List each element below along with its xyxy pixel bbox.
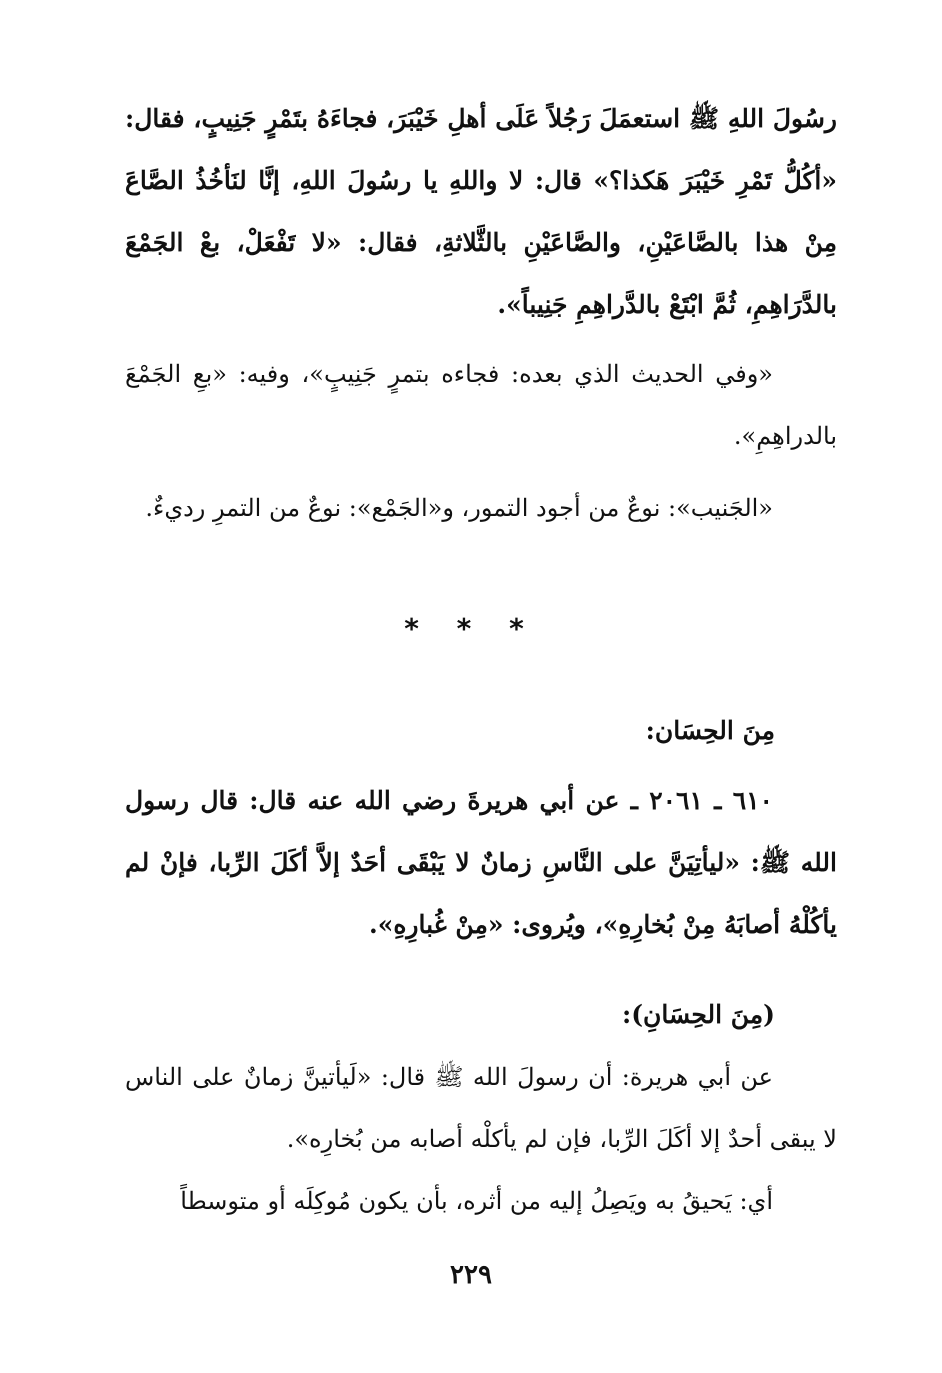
commentary-paragraph-1: «وفي الحديث الذي بعده: فجاءه بتمرٍ جَنِيبٍ»، وفيه: «بعِ الجَمْعَ بالدراهِمِ». — [125, 360, 837, 450]
page-number: ٢٢٩ — [450, 1260, 492, 1290]
section-heading-hisan: مِنَ الحِسَان: — [645, 716, 775, 745]
commentary-paragraph-2: عن أبي هريرة: أن رسولَ الله ﷺ قال: «لَيأتينَّ زمانٌ على الناس لا يبقى أحدٌ إلا أكَلَ الرِّبا، فإن لم يأكلْه أصابه من بُخارِه». — [125, 1063, 837, 1153]
commentary-heading-hisan: (مِنَ الحِسَانِ): — [622, 1000, 775, 1029]
hadith-paragraph-2: ٦١٠ ـ ٢٠٦١ ـ عن أبي هريرةَ رضي الله عنه قال: قال رسول الله ﷺ: «ليأتِيَنَّ على النَّاسِ زمانٌ لا يَبْقَى أحَدٌ إلاَّ أكَلَ الرِّبا، فإنْ لم يأكُلْهُ أصابَهُ مِنْ بُخارِهِ»، ويُروى: «مِنْ غُبارِهِ». — [125, 786, 837, 939]
section-separator: * * * — [404, 612, 538, 645]
commentary-paragraph-3: أي: يَحيقُ به ويَصِلُ إليه من أثره، بأن يكون مُوكِلَه أو متوسطاً — [180, 1187, 773, 1215]
hadith-paragraph-1: رسُولَ اللهِ ﷺ استعمَلَ رَجُلاً عَلَى أهلِ خَيْبَرَ، فجاءَهُ بتَمْرٍ جَنِيبٍ، فقال: «أكُلُّ تَمْرِ خَيْبَرَ هَكذا؟» قال: لا واللهِ يا رسُولَ اللهِ، إنَّا لنَأخُذُ الصَّاعَ مِنْ هذا بالصَّاعَيْنِ، والصَّاعَيْنِ بالثَّلاثةِ، فقال: «لا تَفْعَلْ، بعْ الجَمْعَ بالدَّرَاهِمِ، ثُمَّ ابْتَعْ بالدَّراهِمِ جَنِيباً». — [125, 104, 837, 319]
definition-paragraph: «الجَنيب»: نوعٌ من أجود التمور، و«الجَمْع»: نوعٌ من التمرِ رديءٌ. — [145, 494, 773, 522]
